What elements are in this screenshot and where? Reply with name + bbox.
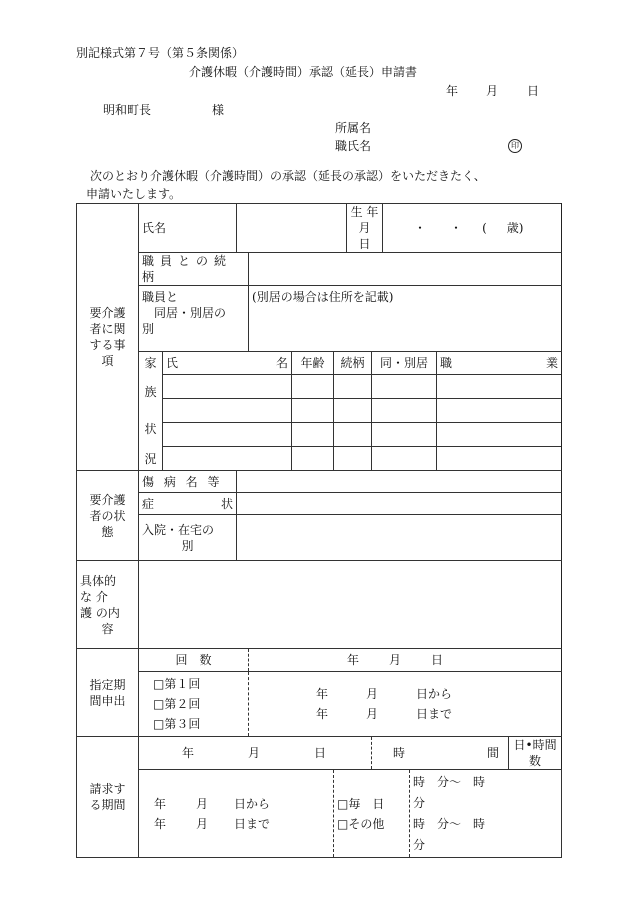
cohab-line3: 別 [142,322,155,336]
option-first[interactable]: □第１回 [153,677,201,691]
family-age-cell[interactable] [292,422,334,446]
label-line: 具体的 [80,573,117,588]
label-line: な 介 [80,589,108,604]
relation-field[interactable] [249,253,562,286]
to-year: 年 [316,707,329,721]
family-header-age: 年齢 [292,352,334,375]
honorific: 様 [212,103,225,117]
intro-text-line1: 次のとおり介護休暇（介護時間）の承認（延長の承認）をいただきたく、 [90,169,486,183]
ymd-month: 月 [389,653,402,667]
family-age-cell[interactable] [292,374,334,398]
form-title: 介護休暇（介護時間）承認（延長）申請書 [189,65,418,79]
option-third[interactable]: □第３回 [153,717,201,731]
designated-date-range[interactable] [249,672,562,737]
label-line: 態 [101,524,114,539]
name-field[interactable] [237,204,347,253]
request-time-header [372,737,509,770]
label-line: する事 [89,338,126,352]
date-header [249,649,562,672]
family-relation-cell[interactable] [334,422,372,446]
request-days-header: 日•時間数 [509,737,562,770]
label-line: 容 [101,621,114,636]
time-a: 時 [393,746,406,760]
date-day: 日 [527,84,540,98]
family-job-cell[interactable] [437,422,562,446]
family-cohab-cell[interactable] [372,374,437,398]
minute-2: 分 [413,837,426,852]
family-relation-cell[interactable] [334,374,372,398]
family-char: 況 [144,452,157,466]
ymd-day: 日 [314,746,327,760]
label-line: 要介護 [89,306,126,320]
label-line: 要介護 [89,492,126,507]
request-date-range[interactable] [139,770,334,858]
family-age-cell[interactable] [292,398,334,422]
label-line: 護 の内 [80,605,120,620]
relation-label: 職員との続柄 [139,253,249,286]
family-cohab-cell[interactable] [372,422,437,446]
label-line: 項 [101,354,114,368]
symptom-a: 症 [142,496,155,511]
label-line: 指定期 [89,677,126,692]
age-close: 歳) [506,221,524,235]
section-care-details-label [77,561,139,649]
label-line: 間申出 [89,693,126,708]
to-year: 年 [154,816,167,831]
ymd-year: 年 [347,653,360,667]
family-header-name [163,352,292,375]
from-month: 月 [366,687,379,701]
form-number: 別記様式第７号（第５条関係） [76,46,245,60]
family-relation-cell[interactable] [334,398,372,422]
section-request-period-label [77,737,139,858]
date-dot: ・ [414,221,427,235]
option-other[interactable]: □その他 [337,816,385,831]
cohabitation-label [139,286,249,352]
care-details-field[interactable] [139,561,562,649]
header-name-b: 名 [276,355,289,370]
label-line: 者の状 [89,508,126,523]
from-suffix: 日から [234,796,271,811]
option-second[interactable]: □第２回 [153,697,201,711]
to-suffix: 日まで [416,707,453,721]
from-year: 年 [316,687,329,701]
from-month: 月 [196,796,209,811]
request-time-range[interactable] [410,770,562,858]
symptom-field[interactable] [237,493,562,515]
disease-field[interactable] [237,471,562,493]
option-daily[interactable]: □毎 日 [337,796,385,811]
hospitalization-label [139,515,237,561]
department-label: 所属名 [335,121,372,135]
ymd-day: 日 [431,653,444,667]
ymd-year: 年 [182,746,195,760]
staff-name-label: 職氏名 [335,139,372,153]
family-header-job [437,352,562,375]
seal-mark [508,137,522,153]
birthdate-label [347,204,383,253]
count-label: 回 数 [139,649,249,672]
intro-text-line2: 申請いたします。 [86,187,182,201]
family-job-cell[interactable] [437,446,562,470]
family-char: 状 [144,422,157,436]
family-char: 家 [144,356,157,370]
birthdate-label-line2: 日 [358,237,371,251]
ymd-month: 月 [248,746,261,760]
family-name-cell[interactable] [163,422,292,446]
cohab-line2: 同居・別居の [154,306,227,320]
header-job-b: 業 [546,355,559,370]
to-suffix: 日まで [234,816,271,831]
family-job-cell[interactable] [437,398,562,422]
hosp-line1: 入院・在宅の [142,522,215,537]
addressee: 明和町長 [103,103,152,117]
minute-1: 分 [413,795,426,810]
symptom-b: 状 [221,496,234,511]
date-month: 月 [486,84,499,98]
label-line: 者に関 [89,322,126,336]
family-name-cell[interactable] [163,398,292,422]
from-suffix: 日から [416,687,453,701]
family-relation-cell[interactable] [334,446,372,470]
family-job-cell[interactable] [437,374,562,398]
birthdate-label-line1: 生 年 月 [350,205,379,235]
family-cohab-cell[interactable] [372,398,437,422]
date-year: 年 [446,84,459,98]
symptom-label [139,493,237,515]
cohabitation-field[interactable] [249,286,562,352]
header-job-a: 職 [440,355,453,370]
time-from-1: 時 分〜 時 [413,774,486,789]
date-dot: ・ [450,221,463,235]
time-from-2: 時 分〜 時 [413,816,486,831]
to-month: 月 [366,707,379,721]
family-header-cohab: 同・別居 [372,352,437,375]
family-name-cell[interactable] [163,374,292,398]
name-label: 氏名 [139,204,237,253]
application-table [76,203,562,858]
family-header-relation: 続柄 [334,352,372,375]
from-year: 年 [154,796,167,811]
family-name-cell[interactable] [163,446,292,470]
disease-label: 傷 病 名 等 [139,471,237,493]
hospitalization-field[interactable] [237,515,562,561]
count-options [139,672,249,737]
header-name-a: 氏 [166,355,179,370]
section-designated-period-label [77,649,139,737]
cohab-line1: 職員と [142,290,179,304]
hosp-line2: 別 [181,538,194,553]
family-age-cell[interactable] [292,446,334,470]
family-char: 族 [144,385,157,399]
request-frequency [334,770,410,858]
request-date-header [139,737,372,770]
cohab-note: (別居の場合は住所を記載) [252,290,394,304]
seal-icon: 印 [508,139,522,153]
time-b: 間 [487,746,500,760]
family-cohab-cell[interactable] [372,446,437,470]
family-status-label [139,352,163,471]
section-care-recipient-label [77,204,139,471]
section-condition-label [77,471,139,561]
label-line: る期間 [89,798,126,812]
birthdate-field[interactable] [383,204,562,253]
age-open: ( [482,221,487,235]
to-month: 月 [196,816,209,831]
label-line: 請求す [89,782,126,796]
